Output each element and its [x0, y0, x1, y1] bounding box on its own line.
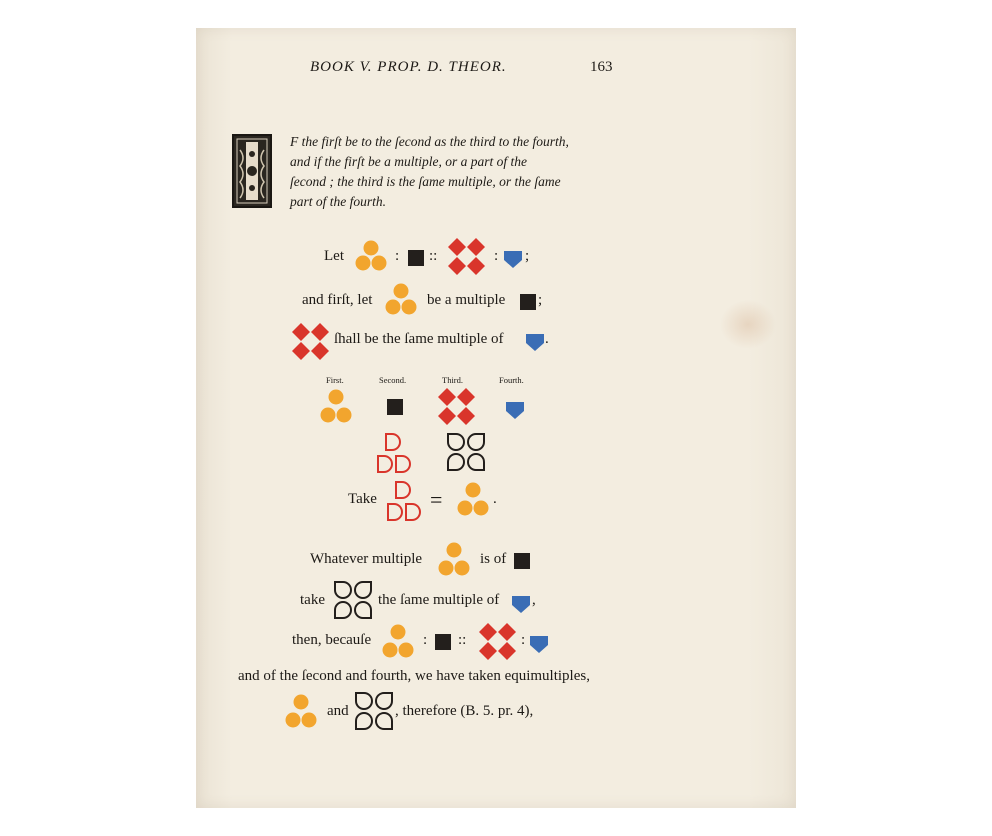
equals-sign: = — [430, 487, 443, 512]
text-period: . — [545, 331, 549, 347]
black-outline-multiple-icon — [446, 432, 486, 472]
text-is-of: is of — [480, 551, 507, 567]
four-diamonds-icon — [448, 238, 486, 276]
three-circles-icon — [284, 694, 318, 730]
text-semicolon: ; — [538, 292, 543, 308]
black-square-icon — [435, 634, 451, 650]
black-square-icon — [520, 294, 536, 310]
text-then-because: then, becauſe — [292, 632, 372, 648]
text-whatever-multiple: Whatever multiple — [310, 551, 423, 567]
page-number: 163 — [590, 59, 613, 75]
decorated-initial — [232, 134, 272, 208]
text-take-2: take — [300, 592, 325, 608]
proposition-line-1: F the firſt be to the ſecond as the third to the fourth, — [290, 134, 569, 149]
text-let: Let — [324, 248, 344, 264]
text-second-fourth: and of the ſecond and fourth, we have taken equimultiples, — [238, 668, 590, 684]
proposition-line-2: and if the firſt be a multiple, or a part of the — [290, 154, 527, 169]
three-circles-icon — [437, 542, 471, 578]
running-title: BOOK V. PROP. D. THEOR. — [310, 59, 507, 75]
label-third: Third. — [442, 375, 464, 385]
three-circles-icon — [319, 389, 353, 425]
blue-shield-icon — [504, 251, 522, 268]
black-outline-multiple-icon — [333, 580, 373, 620]
four-diamonds-icon — [479, 623, 517, 661]
black-square-icon — [408, 250, 424, 266]
text-let-end: ; — [525, 248, 530, 264]
red-outline-multiple-icon — [376, 432, 416, 474]
proposition-line-3: ſecond ; the third is the ſame multiple, or the ſame — [290, 174, 561, 189]
label-second: Second. — [379, 375, 407, 385]
text-shall-be: ſhall be the ſame multiple of — [334, 331, 504, 347]
three-circles-icon — [456, 482, 490, 518]
blue-shield-icon — [530, 636, 548, 653]
label-fourth: Fourth. — [499, 375, 524, 385]
three-circles-icon — [384, 283, 418, 317]
text-same-multiple: the ſame multiple of — [378, 592, 500, 608]
red-outline-multiple-icon — [386, 480, 426, 522]
four-diamonds-icon — [292, 323, 330, 361]
proposition-line-4: part of the fourth. — [290, 194, 387, 209]
three-circles-icon — [381, 624, 415, 660]
black-square-icon — [514, 553, 530, 569]
text-comma: , — [532, 592, 536, 608]
three-circles-icon — [354, 240, 388, 272]
label-first: First. — [326, 375, 344, 385]
text-and: and — [327, 703, 349, 719]
four-diamonds-icon — [438, 388, 476, 426]
text-therefore: , therefore (B. 5. pr. 4), — [395, 703, 534, 719]
black-square-icon — [387, 399, 403, 415]
ornament-icon — [234, 136, 270, 206]
blue-shield-icon — [512, 596, 530, 613]
book-page: BOOK V. PROP. D. THEOR. 163 F the firſt be to the ſecond as the third to the fourth, and if the firſt be a multiple, or a part of the ſecond ; the third is the ſame multiple, or the ſame part of the fourth. Let : :: : ; and firſt, let be a multiple ; ſhall be the ſame multiple of . First. Second. Third. Fourth. Take = . Whatever multiple is of take the ſame multiple of , then, becauſe : :: : and of the ſecond and fourth, we have taken equimultiples, and , therefore (B. 5. pr. 4), — [196, 28, 796, 808]
black-outline-multiple-icon — [354, 691, 394, 731]
text-take: Take — [348, 491, 377, 507]
text-be-multiple: be a multiple — [427, 292, 506, 308]
blue-shield-icon — [526, 334, 544, 351]
text-first-let: and firſt, let — [302, 292, 373, 308]
blue-shield-icon — [506, 402, 524, 419]
